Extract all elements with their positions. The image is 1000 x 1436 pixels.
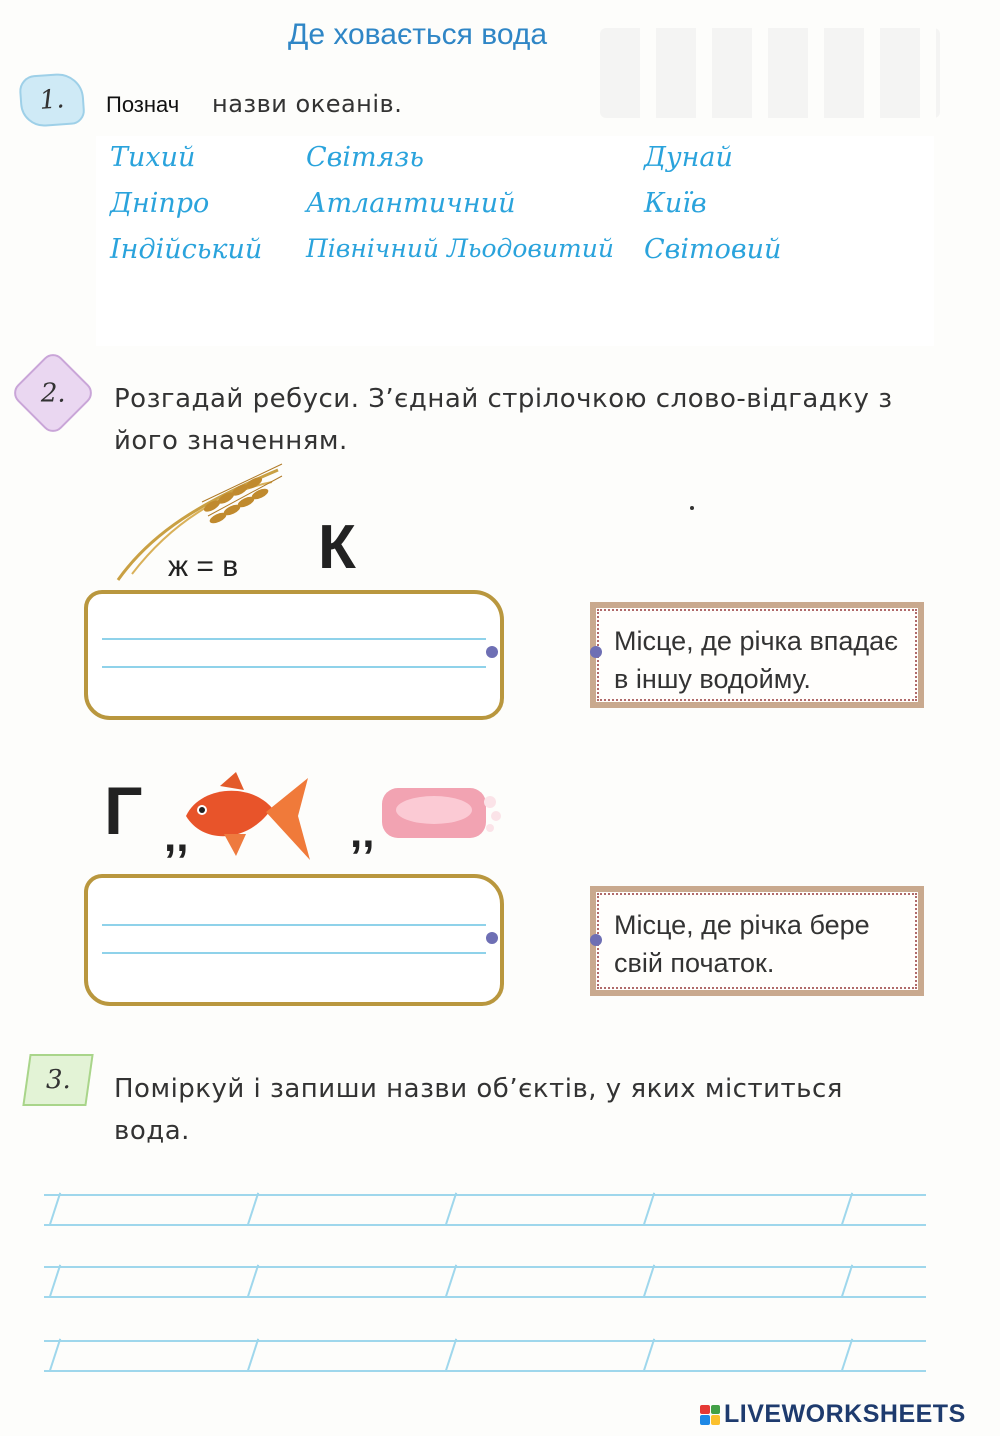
brand-label: LIVEWORKSHEETS [724, 1400, 966, 1428]
meaning-box-2 [590, 886, 924, 996]
rebus-2-letter: Г [104, 773, 143, 849]
word-option[interactable]: Індійський [110, 234, 263, 265]
task-1-number: 1. [38, 84, 66, 116]
word-option[interactable]: Світовий [644, 234, 782, 265]
word-option[interactable]: Північний Льодовитий [306, 234, 614, 263]
answer-scroll-1[interactable] [84, 590, 504, 720]
goldfish-icon [180, 772, 312, 864]
task-1-badge [18, 72, 85, 128]
task-3-prompt: Поміркуй і запиши назви об’єктів, у яких міститься вода. [114, 1074, 843, 1146]
task-2-badge [9, 349, 97, 437]
meaning-1-text: Місце, де річка впадає в іншу водойму. [614, 626, 898, 694]
connector-dot-left-2[interactable] [486, 932, 498, 944]
task-3-input-line-1[interactable] [64, 1194, 928, 1224]
connector-dot-left-1[interactable] [486, 646, 498, 658]
task-2-number: 2. [40, 378, 66, 408]
rebus-1-letter: К [318, 513, 356, 582]
write-line [102, 952, 486, 954]
connector-dot-right-1[interactable] [590, 646, 602, 658]
task-3-writing-area[interactable] [44, 1190, 926, 1390]
rebus-2-answer-input[interactable] [106, 920, 480, 952]
rebus-1-formula: ж = в [168, 550, 239, 583]
liveworksheets-logo-icon [700, 1405, 720, 1425]
meaning-box-1 [590, 602, 924, 708]
liveworksheets-footer[interactable] [700, 1400, 966, 1429]
rebus-2-comma-left: ,, [164, 812, 189, 861]
word-option[interactable]: Світязь [306, 142, 424, 173]
answer-scroll-2[interactable] [84, 874, 504, 1006]
ink-speck [690, 506, 694, 510]
page-title: Де ховається вода [288, 18, 548, 51]
rebus-2-comma-right: ,, [350, 808, 375, 857]
rebus-1-answer-input[interactable] [106, 634, 480, 666]
meaning-2-text: Місце, де річка бере свій початок. [614, 910, 870, 978]
word-option[interactable]: Київ [644, 188, 707, 219]
write-line [102, 666, 486, 668]
soap-icon [374, 782, 504, 846]
task-1-prompt: назви океанів. [212, 90, 403, 118]
word-option[interactable]: Дунай [644, 142, 733, 173]
task-2-prompt: Розгадай ребуси. З’єднай стрілочкою слово-відгадку з його значенням. [114, 384, 893, 456]
connector-dot-right-2[interactable] [590, 934, 602, 946]
task-3-input-line-3[interactable] [64, 1340, 928, 1370]
word-option[interactable]: Атлантичний [306, 188, 516, 219]
bleed-through-decoration [600, 28, 940, 118]
word-option[interactable]: Тихий [110, 142, 196, 173]
task-3-input-line-2[interactable] [64, 1266, 928, 1296]
task-3-badge [22, 1054, 93, 1106]
task-3-number: 3. [45, 1065, 71, 1095]
word-option[interactable]: Дніпро [110, 188, 210, 219]
task-1-prompt-start: Познач [106, 92, 180, 117]
